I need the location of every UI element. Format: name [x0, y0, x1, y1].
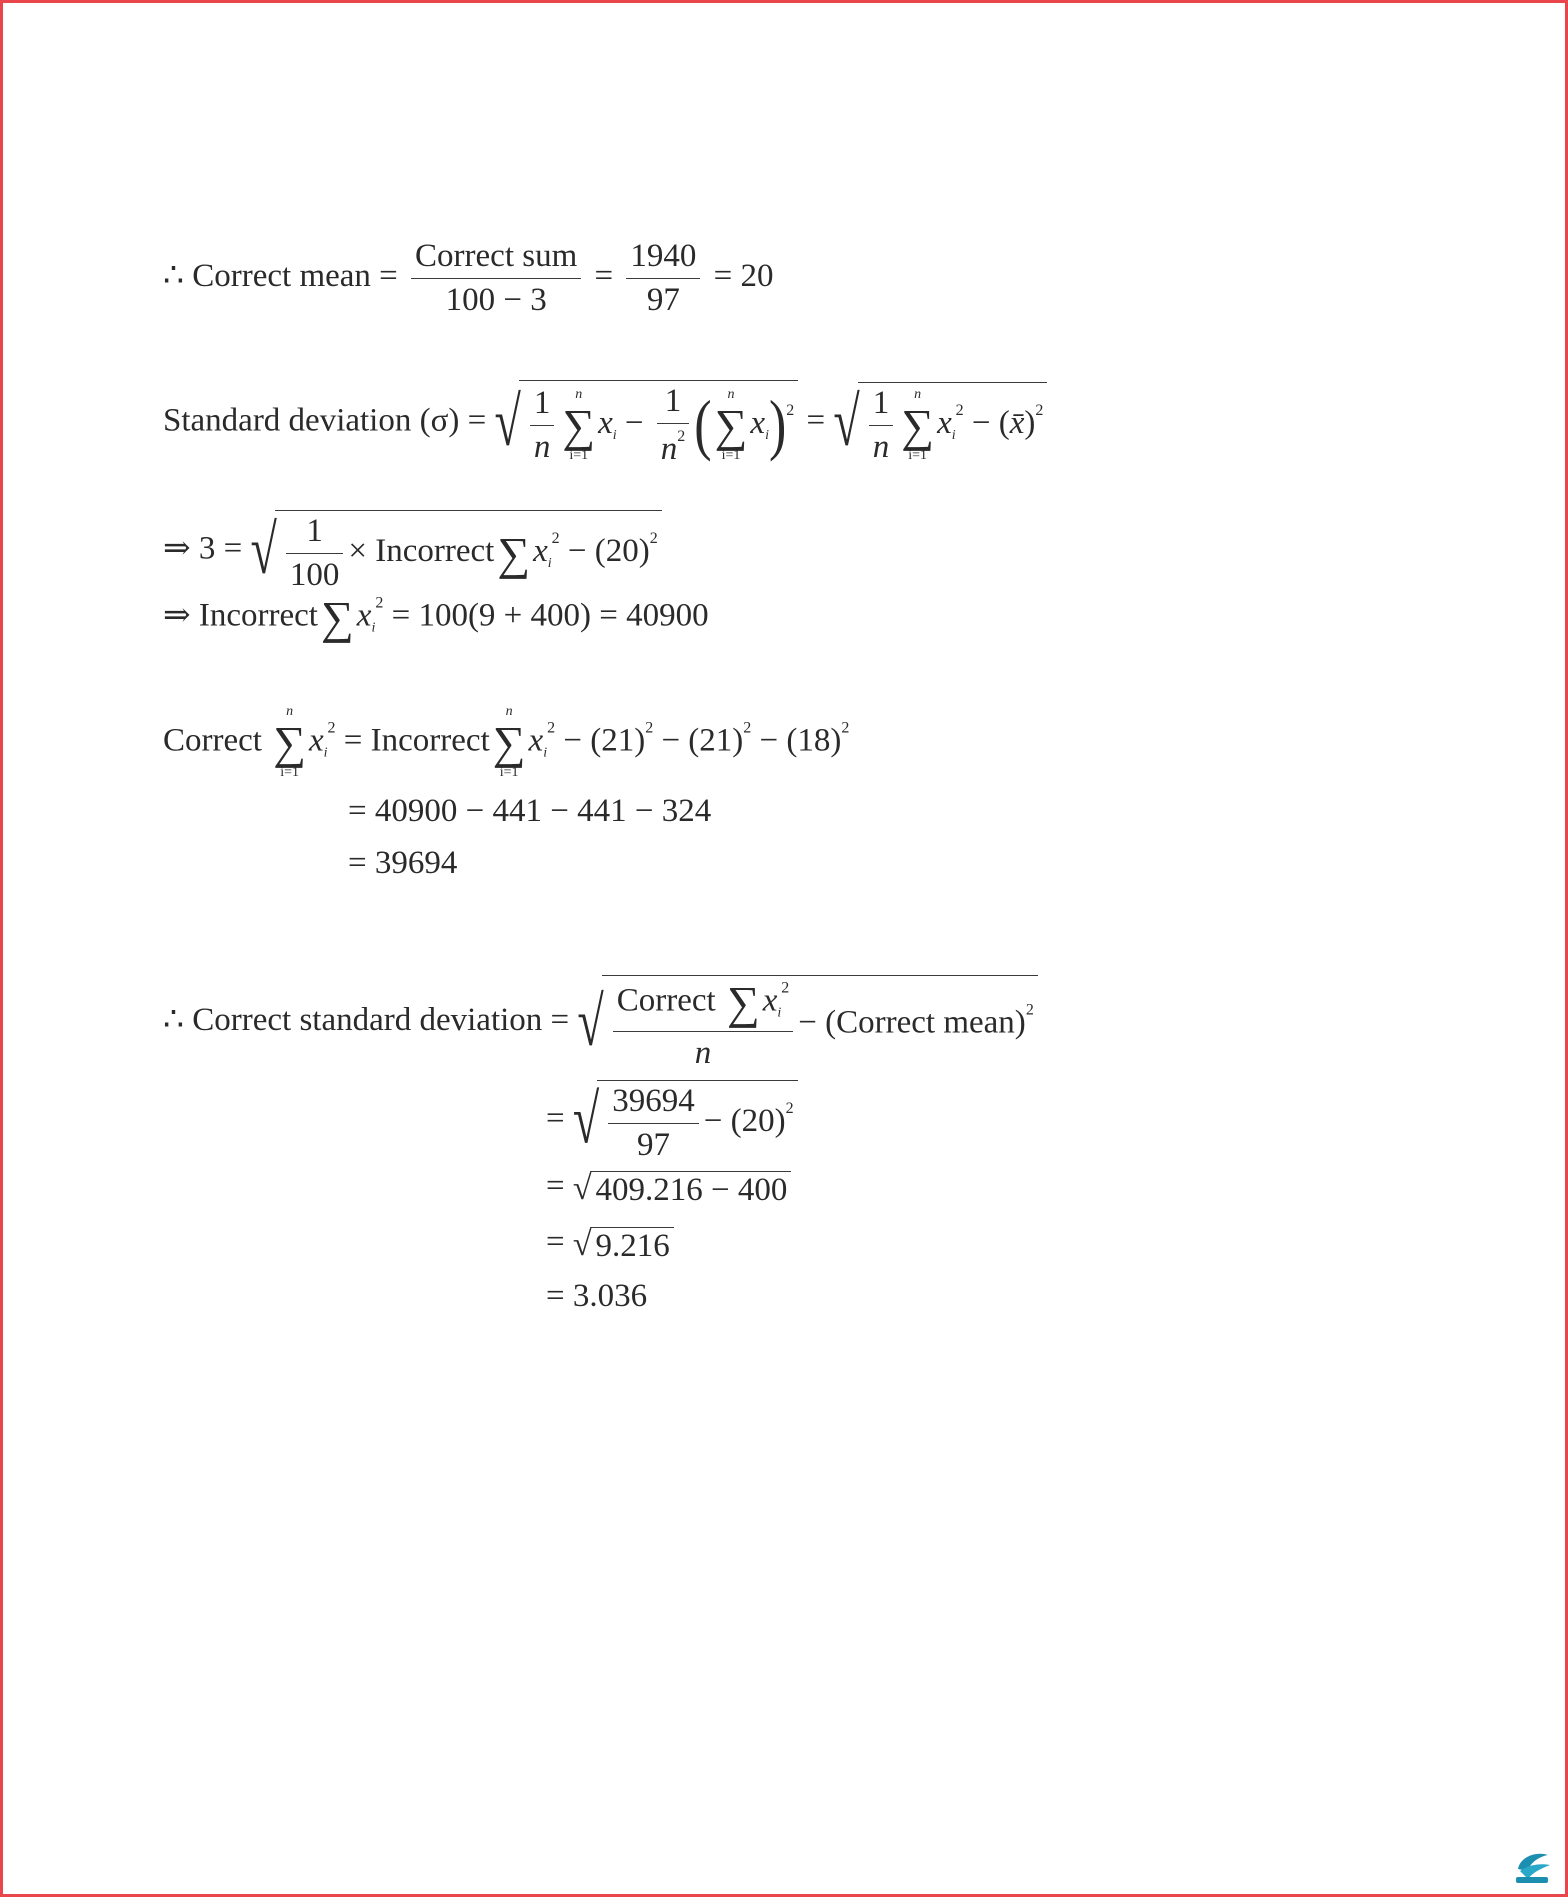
frac-den: 100 — [286, 553, 344, 592]
sup-2: 2 — [781, 979, 790, 997]
sigma-upper: n — [505, 704, 513, 719]
radicand — [597, 1080, 797, 1162]
sigma-upper: n — [575, 386, 583, 402]
correct-sum-line — [163, 704, 850, 780]
teachoo-logo-icon — [1510, 1847, 1554, 1887]
equals: = — [546, 1100, 565, 1137]
radical-sign: √ — [577, 983, 604, 1061]
mean-result: = 20 — [713, 258, 774, 295]
times-incorrect: × Incorrect — [348, 533, 495, 570]
radicand — [602, 975, 1038, 1070]
minus-20: − (20) — [567, 533, 650, 570]
step2-line — [163, 592, 709, 643]
equals-incorrect: = Incorrect — [343, 722, 490, 759]
frac-num: 1 — [533, 385, 551, 421]
sd-label: Standard deviation (σ) = — [163, 402, 487, 439]
equals: = — [594, 258, 614, 295]
sqrt-correct-sd — [577, 975, 1037, 1070]
correct-label: Correct — [163, 722, 262, 759]
sub-i: i — [547, 556, 552, 572]
fraction-1-n — [530, 387, 555, 464]
fraction-correct-sum-n — [613, 977, 794, 1071]
minus: − — [971, 405, 991, 442]
sigma-upper: n — [914, 386, 922, 402]
frac-den: 97 — [626, 278, 700, 317]
sup-2: 2 — [327, 719, 336, 737]
correct-mean-line — [163, 240, 774, 317]
fraction-1-n — [869, 387, 894, 464]
step1-line — [163, 510, 662, 592]
sup-2: 2 — [786, 402, 795, 420]
radical-sign: √ — [572, 1169, 592, 1207]
sup-2: 2 — [1025, 1001, 1034, 1019]
sqrt-step-2 — [573, 1170, 792, 1206]
sup-2: 2 — [743, 719, 752, 737]
radical-sign: √ — [250, 511, 277, 589]
sqrt-step-1 — [573, 1080, 798, 1162]
sigma-lower: i=1 — [908, 447, 928, 463]
sup-2: 2 — [551, 530, 560, 548]
frac-den: 97 — [608, 1123, 699, 1162]
frac-den: n — [530, 425, 555, 464]
fraction-1-100 — [286, 515, 344, 592]
sub-i: i — [777, 1005, 782, 1021]
frac-den: 100 − 3 — [411, 278, 581, 317]
var-x: x — [937, 405, 952, 442]
paren-open: ( — [998, 405, 1010, 442]
frac-num: 1 — [664, 383, 682, 419]
sigma-symbol: ∑ n i=1 — [714, 386, 748, 463]
var-n: n — [660, 431, 678, 467]
frac-num — [613, 977, 794, 1031]
sup-2: 2 — [955, 402, 964, 420]
frac-num: Correct sum — [415, 238, 578, 274]
sigma-lower: i=1 — [569, 447, 589, 463]
sigma-symbol: ∑ n i=1 — [492, 704, 526, 780]
sigma-symbol: ∑ n i=1 — [562, 386, 596, 463]
sub-i: i — [323, 745, 328, 761]
radical-sign: √ — [572, 1225, 592, 1263]
radicand — [858, 382, 1048, 464]
var-x: x — [762, 982, 778, 1019]
fraction-1-n2 — [657, 385, 690, 466]
correct-sum-line-2: = 40900 − 441 − 441 − 324 — [348, 793, 712, 829]
sigma-symbol: ∑ n i=1 — [273, 704, 306, 780]
var-x: x — [528, 722, 544, 759]
frac-den: n — [869, 425, 894, 464]
correct-sd-label: ∴ Correct standard deviation = — [163, 1002, 570, 1039]
equals: = — [546, 1168, 565, 1204]
sigma-lower: i=1 — [280, 765, 299, 780]
step1-prefix: ⇒ 3 = — [163, 530, 243, 567]
sup-2: 2 — [645, 719, 654, 737]
frac-num: 1940 — [630, 238, 697, 274]
correct-sd-line — [163, 975, 1038, 1070]
sup-2: 2 — [841, 719, 850, 737]
step2-prefix: ⇒ Incorrect — [163, 597, 318, 634]
step2-result: = 100(9 + 400) = 40900 — [391, 597, 709, 634]
correct-sum-line-3: = 39694 — [348, 845, 458, 881]
sub-i: i — [765, 428, 769, 444]
var-x: x — [309, 722, 324, 759]
sigma-lower: i=1 — [721, 447, 741, 463]
frac-den — [657, 423, 690, 466]
var-x: x — [356, 597, 372, 634]
sigma-lower: i=1 — [499, 765, 519, 780]
sup-2: 2 — [649, 530, 658, 548]
fraction-1940-97 — [626, 240, 700, 317]
sub-i: i — [371, 620, 376, 636]
frac-den: n — [613, 1031, 794, 1070]
sup-2: 2 — [547, 719, 556, 737]
paren-close: ) — [768, 387, 787, 462]
fraction-39694-97 — [608, 1085, 699, 1162]
minus-20: − (20) — [703, 1103, 786, 1140]
sqrt-step1 — [251, 510, 662, 592]
radical-sign: √ — [833, 383, 860, 461]
frac-num: 39694 — [612, 1083, 695, 1119]
sigma-symbol: ∑ — [497, 527, 531, 579]
minus: − — [624, 405, 644, 442]
sub-i: i — [543, 745, 548, 761]
sqrt-formula-2 — [833, 382, 1047, 464]
radicand — [275, 510, 662, 592]
minus-21-b: − (21) — [661, 722, 744, 759]
sd-final: = 3.036 — [546, 1278, 648, 1314]
correct-label: Correct — [616, 982, 716, 1019]
var-x: x — [750, 405, 766, 442]
var-x: x — [598, 405, 613, 442]
sub-i: i — [612, 428, 617, 444]
sup-2: 2 — [375, 594, 384, 612]
minus-correct-mean: − (Correct mean) — [798, 1004, 1026, 1041]
frac-num: 1 — [306, 513, 323, 549]
radical-sign: √ — [572, 1081, 600, 1159]
var-x: x — [533, 533, 548, 570]
sd-formula-line — [163, 380, 1047, 466]
sigma-symbol: ∑ n i=1 — [901, 386, 935, 463]
radical-sign: √ — [494, 383, 521, 461]
sigma-upper: n — [286, 704, 294, 719]
fraction-correct-sum — [411, 240, 581, 317]
minus-18: − (18) — [759, 722, 842, 759]
sup-2: 2 — [785, 1100, 794, 1118]
minus-21: − (21) — [563, 722, 646, 759]
sigma-symbol: ∑ — [726, 977, 760, 1028]
radicand: 9.216 — [590, 1227, 674, 1263]
sd-step-1 — [546, 1080, 798, 1162]
sigma-symbol: ∑ — [320, 592, 354, 643]
paren-close: ) — [1024, 405, 1036, 442]
sigma-upper: n — [727, 386, 735, 402]
radicand: 409.216 − 400 — [590, 1171, 792, 1207]
frac-num: 1 — [872, 385, 890, 421]
sup-2: 2 — [1035, 402, 1044, 420]
equals: = — [806, 402, 826, 439]
sqrt-step-3 — [573, 1226, 674, 1262]
var-xbar: x̄ — [1009, 405, 1025, 442]
sd-step-2 — [546, 1170, 791, 1207]
paren-open: ( — [694, 387, 712, 462]
correct-mean-label: ∴ Correct mean = — [163, 258, 398, 295]
sub-i: i — [951, 428, 956, 444]
sup-2: 2 — [677, 428, 686, 445]
radicand — [519, 380, 798, 466]
sd-step-3 — [546, 1226, 674, 1263]
sqrt-formula-1 — [494, 380, 798, 466]
equals: = — [546, 1224, 565, 1260]
